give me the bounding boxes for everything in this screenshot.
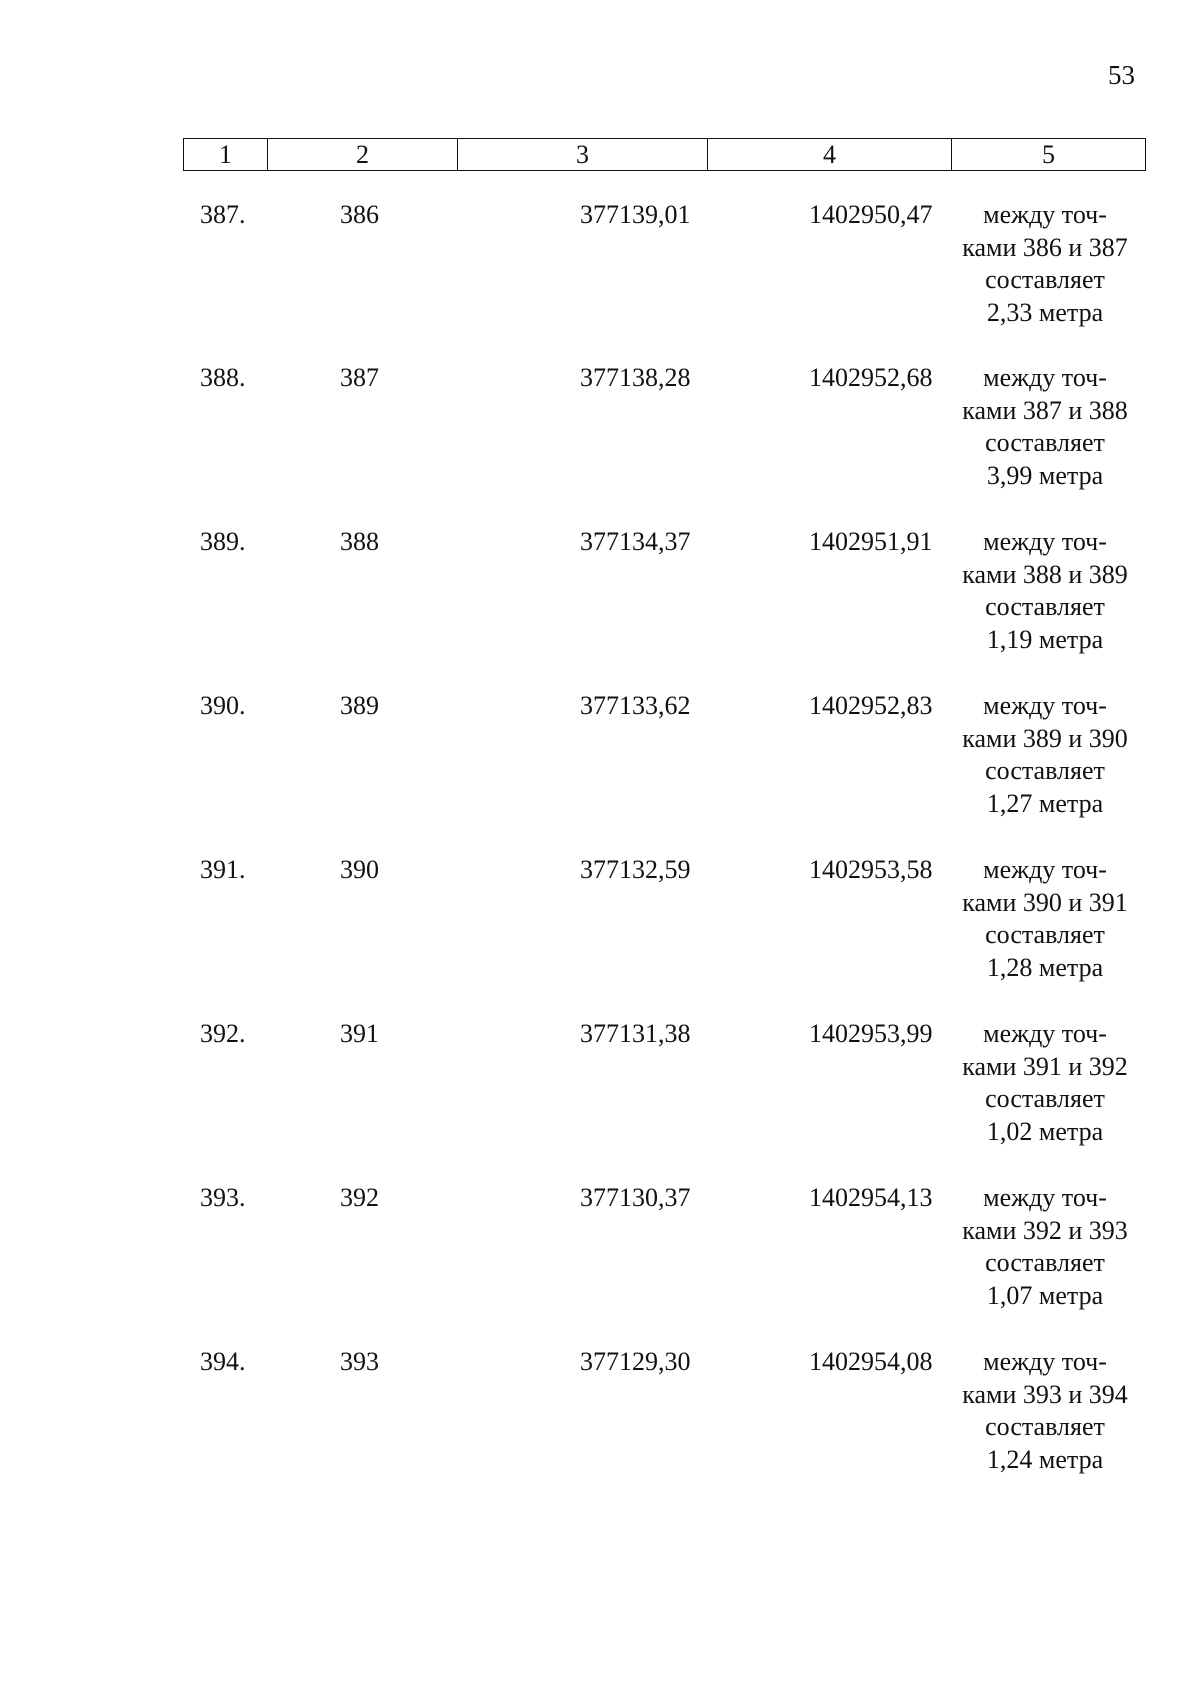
description-line: между точ- xyxy=(983,1347,1107,1376)
description-line: составляет xyxy=(985,428,1105,457)
column-header-1: 1 xyxy=(184,139,268,171)
description-line: 2,33 метра xyxy=(986,297,1104,327)
row-number: 387. xyxy=(200,200,246,229)
row-number: 393. xyxy=(200,1183,246,1212)
row-number: 388. xyxy=(200,363,246,392)
coordinate-y: 1402953,99 xyxy=(809,1019,933,1048)
coordinate-x: 377134,37 xyxy=(580,527,691,556)
distance-description xyxy=(955,1182,1135,1312)
point-number: 389 xyxy=(340,691,379,720)
description-line: ками 387 и 388 xyxy=(962,395,1128,425)
coordinate-y: 1402951,91 xyxy=(809,527,933,556)
description-line: составляет xyxy=(985,265,1105,294)
description-line: ками 390 и 391 xyxy=(962,887,1128,917)
description-line: ками 386 и 387 xyxy=(962,232,1128,262)
description-line: ками 388 и 389 xyxy=(962,559,1128,589)
description-line: между точ- xyxy=(983,527,1107,556)
description-line: составляет xyxy=(985,920,1105,949)
point-number: 391 xyxy=(340,1019,379,1048)
distance-description xyxy=(955,690,1135,820)
coordinate-x: 377139,01 xyxy=(580,200,691,229)
point-number: 392 xyxy=(340,1183,379,1212)
point-number: 388 xyxy=(340,527,379,556)
description-line: между точ- xyxy=(983,691,1107,720)
distance-description xyxy=(955,1346,1135,1476)
description-line: между точ- xyxy=(983,855,1107,884)
table-row xyxy=(0,1346,1200,1506)
column-header-3: 3 xyxy=(458,139,708,171)
description-line: между точ- xyxy=(983,1183,1107,1212)
table-row xyxy=(0,1018,1200,1178)
point-number: 386 xyxy=(340,200,379,229)
distance-description xyxy=(955,1018,1135,1148)
table-row xyxy=(0,362,1200,522)
row-number: 392. xyxy=(200,1019,246,1048)
column-header-2: 2 xyxy=(268,139,458,171)
description-line: 1,07 метра xyxy=(986,1280,1104,1310)
point-number: 390 xyxy=(340,855,379,884)
description-line: 1,28 метра xyxy=(986,952,1104,982)
coordinate-y: 1402954,13 xyxy=(809,1183,933,1212)
description-line: составляет xyxy=(985,1084,1105,1113)
row-number: 391. xyxy=(200,855,246,884)
coordinate-y: 1402952,68 xyxy=(809,363,933,392)
description-line: составляет xyxy=(985,1248,1105,1277)
description-line: 1,24 метра xyxy=(986,1444,1104,1474)
coordinate-y: 1402953,58 xyxy=(809,855,933,884)
table-row xyxy=(0,1182,1200,1342)
coordinate-x: 377131,38 xyxy=(580,1019,691,1048)
coordinate-y: 1402952,83 xyxy=(809,691,933,720)
coordinate-y: 1402950,47 xyxy=(809,200,933,229)
description-line: ками 391 и 392 xyxy=(962,1051,1128,1081)
description-line: 1,19 метра xyxy=(986,624,1104,654)
column-header-4: 4 xyxy=(708,139,952,171)
coordinate-x: 377133,62 xyxy=(580,691,691,720)
distance-description xyxy=(955,854,1135,984)
table-row xyxy=(0,526,1200,686)
column-header-5: 5 xyxy=(952,139,1146,171)
description-line: составляет xyxy=(985,756,1105,785)
distance-description xyxy=(955,199,1135,329)
description-line: ками 389 и 390 xyxy=(962,723,1128,753)
coordinate-x: 377129,30 xyxy=(580,1347,691,1376)
description-line: 3,99 метра xyxy=(986,460,1104,490)
row-number: 394. xyxy=(200,1347,246,1376)
description-line: между точ- xyxy=(983,363,1107,392)
table-row xyxy=(0,690,1200,850)
description-line: между точ- xyxy=(983,1019,1107,1048)
point-number: 387 xyxy=(340,363,379,392)
distance-description xyxy=(955,362,1135,492)
description-line: 1,02 метра xyxy=(986,1116,1104,1146)
point-number: 393 xyxy=(340,1347,379,1376)
description-line: между точ- xyxy=(983,200,1107,229)
distance-description xyxy=(955,526,1135,656)
coordinate-x: 377132,59 xyxy=(580,855,691,884)
coordinate-x: 377130,37 xyxy=(580,1183,691,1212)
description-line: ками 393 и 394 xyxy=(962,1379,1128,1409)
description-line: составляет xyxy=(985,1412,1105,1441)
description-line: ками 392 и 393 xyxy=(962,1215,1128,1245)
row-number: 390. xyxy=(200,691,246,720)
description-line: 1,27 метра xyxy=(986,788,1104,818)
row-number: 389. xyxy=(200,527,246,556)
table-row xyxy=(0,854,1200,1014)
coordinate-x: 377138,28 xyxy=(580,363,691,392)
page-number: 53 xyxy=(1108,60,1135,90)
coordinate-y: 1402954,08 xyxy=(809,1347,933,1376)
description-line: составляет xyxy=(985,592,1105,621)
table-row xyxy=(0,199,1200,359)
